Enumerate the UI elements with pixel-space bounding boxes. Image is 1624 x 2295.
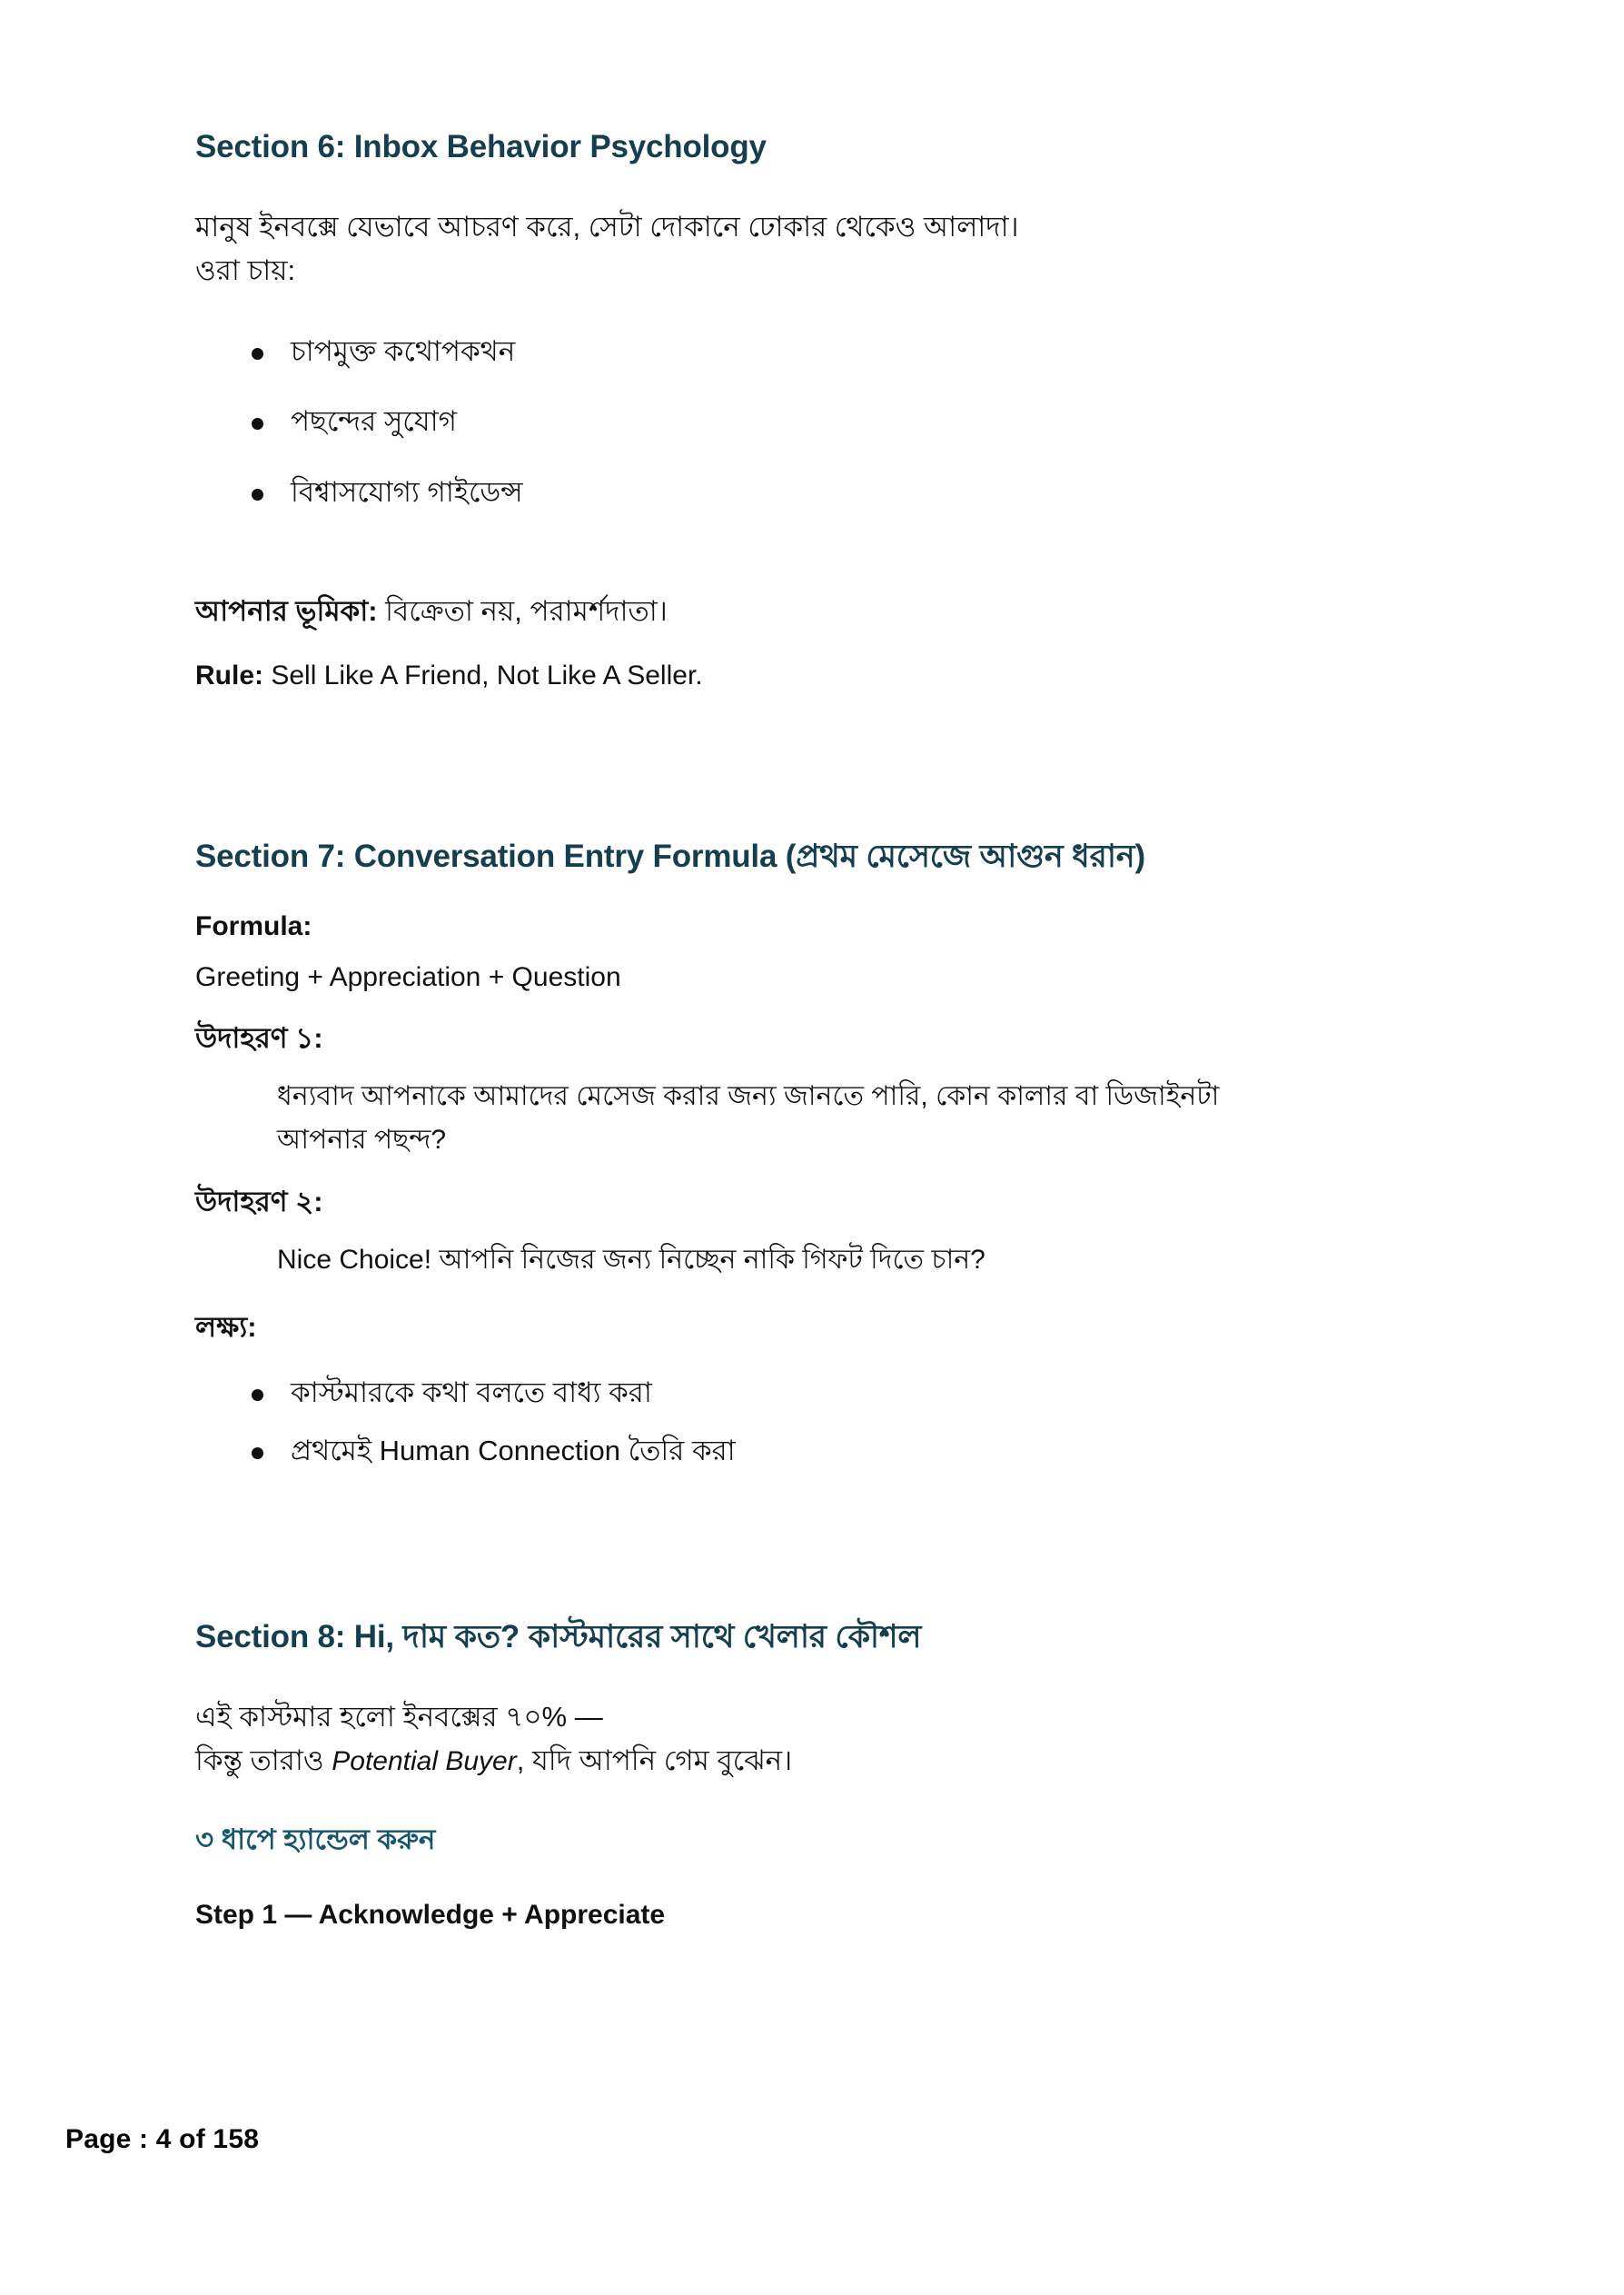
- section-6-bullet-list: [195, 332, 1485, 512]
- example-1-text: ধন্যবাদ আপনাকে আমাদের মেসেজ করার জন্য জানতে পারি, কোন কালার বা ডিজাইনটা আপনার পছন্দ?: [277, 1081, 1220, 1156]
- formula-value: Greeting + Appreciation + Question: [195, 961, 621, 992]
- list-item: [195, 1373, 1485, 1412]
- list-item: [195, 402, 1485, 441]
- formula-label: Formula:: [195, 910, 312, 941]
- page-content: [195, 127, 1485, 1934]
- section-8-heading: Section 8: Hi, দাম কত? কাস্টমারের সাথে খেলার কৌশল: [195, 1618, 922, 1654]
- bullet-dot-icon: [252, 348, 263, 360]
- rule-line: [195, 657, 1485, 695]
- list-item-label: বিশ্বাসযোগ্য গাইডেন্স: [291, 475, 523, 508]
- bullet-dot-icon: [252, 1389, 263, 1401]
- example-2-text: Nice Choice! আপনি নিজের জন্য নিচ্ছেন নাকি গিফট দিতে চান?: [277, 1245, 985, 1276]
- list-item-label: কাস্টমারকে কথা বলতে বাধ্য করা: [291, 1376, 652, 1409]
- section-7-heading: Section 7: Conversation Entry Formula (প্রথম মেসেজে আগুন ধরান): [195, 838, 1145, 874]
- goal-label: লক্ষ্য:: [195, 1311, 257, 1344]
- bullet-dot-icon: [252, 418, 263, 430]
- section-8-intro-italic: Potential Buyer: [332, 1746, 517, 1777]
- rule-label: Rule:: [195, 660, 263, 690]
- list-item: [195, 472, 1485, 512]
- section-8-intro-prefix: কিন্তু তারাও: [195, 1744, 332, 1777]
- list-item: [195, 332, 1485, 371]
- section-6-intro-line-1-text: মানুষ ইনবক্সে যেভাবে আচরণ করে, সেটা দোকানে ঢোকার থেকেও আলাদা।: [195, 210, 1019, 243]
- example-1-label: উদাহরণ ১:: [195, 1022, 323, 1055]
- goal-bullet-list: [195, 1373, 1485, 1470]
- list-item: [195, 1431, 1485, 1470]
- bullet-dot-icon: [252, 489, 263, 501]
- list-item-label: প্রথমেই Human Connection তৈরি করা: [291, 1434, 736, 1466]
- three-steps-heading: ৩ ধাপে হ্যান্ডেল করুন: [195, 1823, 436, 1855]
- section-8-intro-line-1: এই কাস্টমার হলো ইনবক্সের ৭০% —: [195, 1700, 603, 1733]
- bullet-dot-icon: [252, 1447, 263, 1459]
- rule-value: Sell Like A Friend, Not Like A Seller.: [271, 660, 703, 690]
- section-8-intro-line-2: [195, 1739, 1485, 1783]
- list-item-label: পছন্দের সুযোগ: [291, 405, 457, 438]
- section-6-heading: Section 6: Inbox Behavior Psychology: [195, 129, 767, 164]
- section-6-intro-line-2-text: ওরা চায়:: [195, 254, 296, 287]
- section-8-intro-suffix: , যদি আপনি গেম বুঝেন।: [516, 1744, 793, 1777]
- section-6-intro-line-2: [195, 249, 1485, 293]
- your-role-value: বিক্রেতা নয়, পরামর্শদাতা।: [385, 594, 668, 627]
- page-footer: Page : 4 of 158: [65, 2124, 260, 2154]
- list-item-label: চাপমুক্ত কথোপকথন: [291, 334, 516, 367]
- section-6-intro-line-1: [195, 205, 1485, 250]
- your-role-line: [195, 591, 1485, 631]
- step-1-label: Step 1 — Acknowledge + Appreciate: [195, 1900, 666, 1930]
- example-2-label: উদাহরণ ২:: [195, 1186, 323, 1218]
- your-role-label: আপনার ভূমিকা:: [195, 594, 378, 627]
